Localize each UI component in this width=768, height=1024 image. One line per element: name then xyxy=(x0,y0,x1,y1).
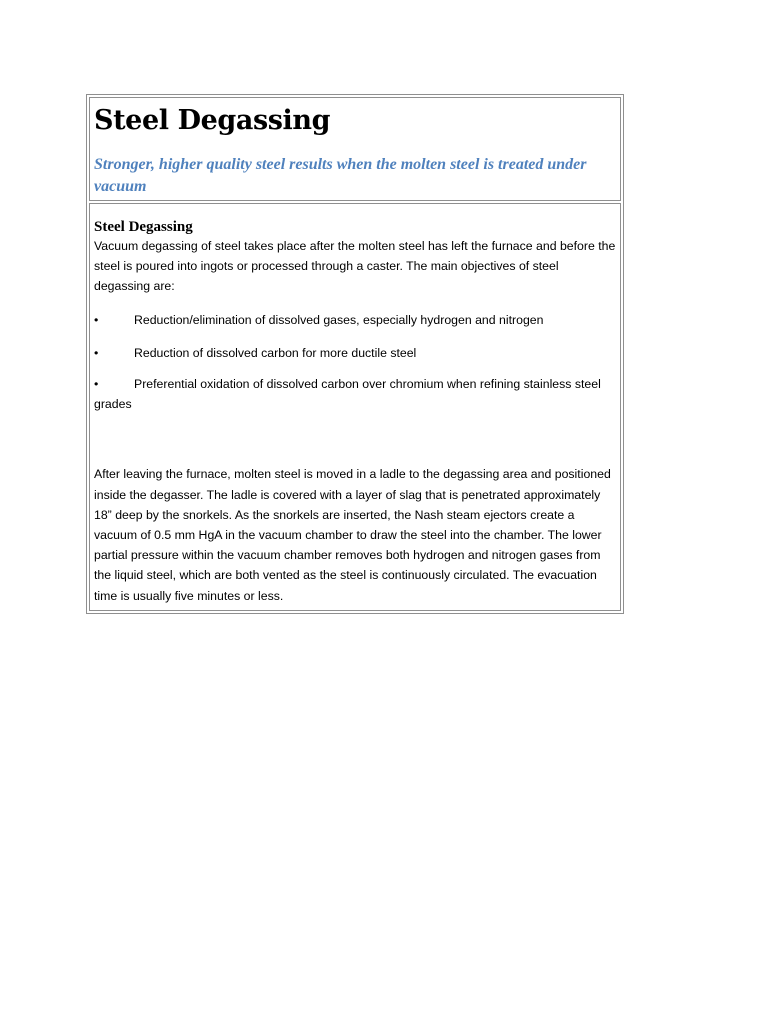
document-table xyxy=(86,94,624,614)
list-item-text: Reduction of dissolved carbon for more ductile steel xyxy=(134,345,417,360)
bullet-icon: • xyxy=(94,377,99,392)
list-item-text: Preferential oxidation of dissolved carbon over chromium when refining stainless steel grades xyxy=(94,377,601,412)
list-item-text: Reduction/elimination of dissolved gases, especially hydrogen and nitrogen xyxy=(134,312,544,327)
section-heading: Steel Degassing xyxy=(94,219,193,235)
bullet-icon: • xyxy=(94,312,99,327)
page-title: Steel Degassing xyxy=(94,105,331,136)
list-item xyxy=(94,343,616,363)
body-cell xyxy=(89,203,621,611)
list-item xyxy=(94,374,616,414)
page-subtitle: Stronger, higher quality steel results when the molten steel is treated under vacuum xyxy=(94,156,587,195)
list-item xyxy=(94,310,616,330)
body-paragraph: After leaving the furnace, molten steel is moved in a ladle to the degassing area and positioned inside the degasser. The ladle is covered with a layer of slag that is penetrated approximately 18” deep by the snorkels. As the snorkels are inserted, the Nash steam ejectors create a vacuum of 0.5 mm HgA in the vacuum chamber to draw the steel into the chamber. The lower partial pressure within the vacuum chamber removes both hydrogen and nitrogen gases from the liquid steel, which are both vented as the steel is continuously circulated. The evacuation time is usually five minutes or less. xyxy=(94,467,611,603)
header-cell xyxy=(89,97,621,201)
intro-paragraph: Vacuum degassing of steel takes place after the molten steel has left the furnace and before the steel is poured into ingots or processed through a caster. The main objectives of steel degassing are: xyxy=(94,239,616,294)
bullet-icon: • xyxy=(94,345,99,360)
